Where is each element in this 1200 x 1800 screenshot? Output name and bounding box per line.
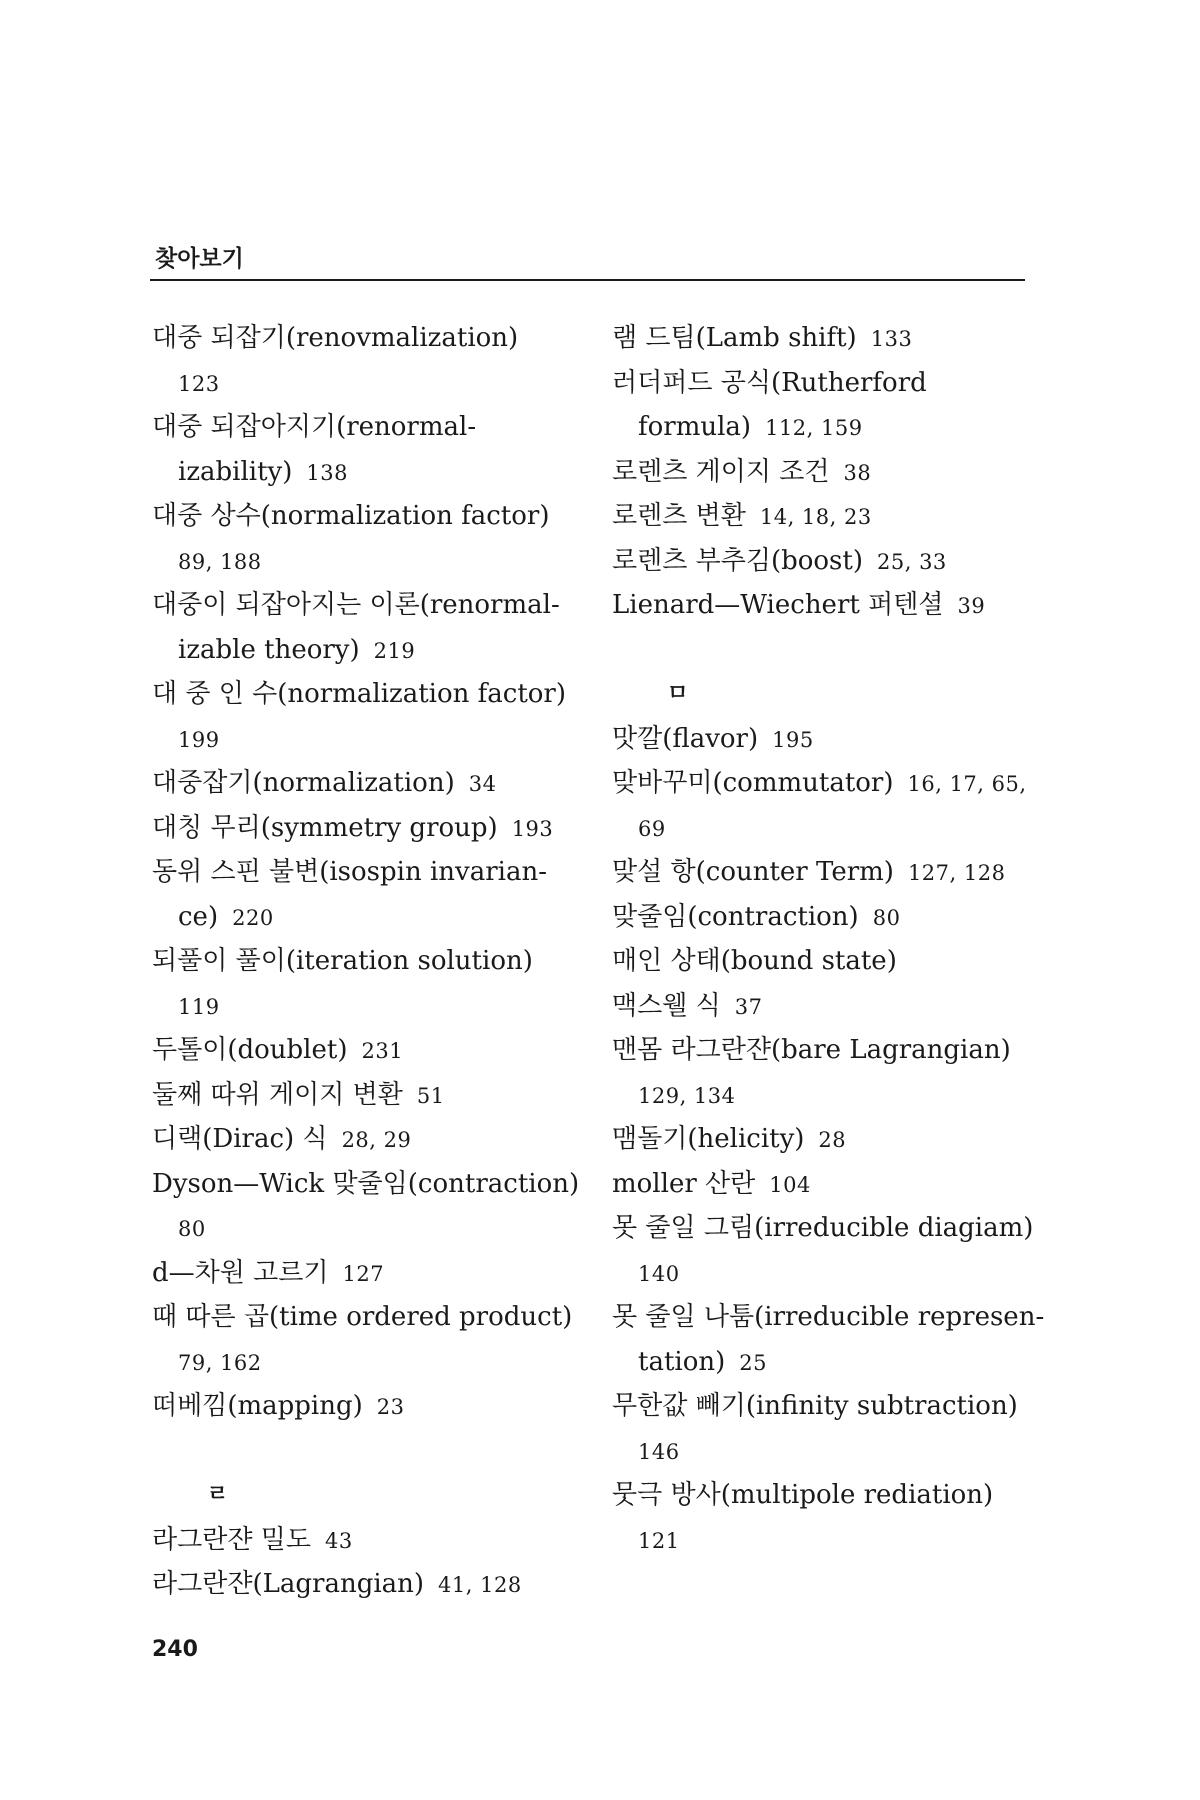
entry-term: d—차원 고르기 [152,1257,329,1288]
index-page-refs [612,1073,1052,1118]
index-column-left [152,316,592,1607]
index-entry [152,494,592,539]
entry-term: 대중잡기(normalization) [152,768,455,798]
index-entry [152,1251,592,1296]
index-entry [612,450,1052,495]
page-refs: 195 [772,727,814,752]
page-refs: 80 [872,905,901,930]
index-entry-continuation [152,895,592,940]
entry-term: 대중 상수(normalization factor) [152,501,550,531]
index-entry [152,316,592,361]
index-entry [612,1117,1052,1162]
index-entry [612,1028,1052,1073]
page-refs: 127 [342,1261,385,1286]
entry-term: 맨몸 라그란쟌(bare Lagrangian) [612,1035,1011,1065]
page-refs: 25 [739,1350,767,1375]
entry-term: 라그란쟌 밀도 [152,1524,311,1555]
index-entry [612,539,1052,584]
section-letter-heading: ㄹ [207,1482,229,1507]
index-entry [612,984,1052,1029]
entry-term: Lienard—Wiechert 퍼텐셜 [612,590,944,620]
page-refs: 23 [376,1395,405,1419]
index-page-refs [152,1206,592,1251]
entry-term: 맞줄임(contraction) [612,901,859,932]
blank-line [612,628,1052,673]
index-entry [612,1206,1052,1251]
entry-term: izable theory) [178,634,360,665]
index-entry [152,939,592,984]
index-entry [612,850,1052,895]
entry-term: 로렌츠 부추김(boost) [612,545,863,576]
index-page-refs [612,1251,1052,1296]
index-entry [612,1162,1052,1207]
entry-term: 라그란쟌(Lagrangian) [152,1569,425,1599]
entry-term: 맛깔(flavor) [612,723,759,754]
index-entry [612,717,1052,762]
entry-term: 못 줄일 그림(irreducible diagiam) [612,1213,1034,1243]
page-refs: 138 [306,460,348,485]
entry-term: moller 산란 [612,1168,756,1199]
page-refs: 231 [361,1039,404,1063]
entry-term: 로렌츠 게이지 조건 [612,456,830,487]
entry-term: 두톨이(doublet) [152,1035,348,1065]
entry-term: 맥스웰 식 [612,990,721,1021]
index-entry [152,1117,592,1162]
section-letter-heading: ㅁ [667,681,689,706]
index-entry [152,1518,592,1563]
index-page-refs [612,1518,1052,1563]
entry-term: 동위 스핀 불변(isospin invarian- [152,857,548,887]
index-entry [612,1295,1052,1340]
index-column-right [612,316,1052,1562]
index-entry [612,583,1052,628]
page-refs: 123 [178,371,220,396]
index-page-refs [612,806,1052,851]
index-entry [152,1295,592,1340]
index-entry [612,494,1052,539]
entry-term: Dyson—Wick 맞줄임(contraction) [152,1168,580,1199]
index-entry-continuation [612,405,1052,450]
page-refs: 41, 128 [438,1573,522,1597]
page-refs: 28 [818,1128,847,1152]
entry-term: 대중 되잡아지기(renormal- [152,412,477,442]
page-refs: 119 [178,994,220,1019]
entry-term: 대 중 인 수(normalization factor) [152,679,567,709]
entry-term: 램 드팀(Lamb shift) [612,323,857,353]
index-entry [612,361,1052,406]
page-refs: 146 [638,1439,680,1464]
page-refs: 193 [511,816,554,841]
index-entry-continuation [152,628,592,673]
entry-term: 떠베낌(mapping) [152,1391,363,1421]
page-refs: 38 [843,460,872,485]
index-entry [152,761,592,806]
index-entry [612,316,1052,361]
entry-term: 맞설 항(counter Term) [612,857,894,887]
entry-term: ce) [178,901,219,932]
index-page-refs [152,717,592,762]
entry-term: 맞바꾸미(commutator) [612,768,894,798]
index-entry [152,1384,592,1429]
page-refs: 220 [232,905,274,930]
entry-term: izability) [178,456,293,487]
page-refs: 129, 134 [638,1083,736,1108]
page-refs: 79, 162 [178,1350,262,1375]
entry-term: tation) [638,1346,726,1377]
index-entry [152,672,592,717]
blank-line [152,1429,592,1474]
index-page-refs [612,1429,1052,1474]
page-refs: 89, 188 [178,549,262,574]
entry-term: 되풀이 풀이(iteration solution) [152,946,533,976]
page-refs: 37 [734,994,763,1019]
page-refs: 43 [324,1528,353,1553]
page-refs: 51 [416,1083,445,1108]
page-refs: 14, 18, 23 [759,505,872,529]
header-rule [150,279,1025,281]
page-refs: 25, 33 [877,549,947,574]
entry-term: 로렌츠 변환 [612,501,746,531]
page-refs: 133 [870,327,913,351]
entry-term: 매인 상태(bound state) [612,946,897,976]
index-page-refs [152,539,592,584]
page-refs: 140 [638,1261,680,1286]
index-page-refs [152,1340,592,1385]
index-entry [612,939,1052,984]
page-refs: 127, 128 [907,861,1006,885]
page-refs: 69 [638,816,666,841]
index-entry [152,583,592,628]
index-entry [152,1562,592,1607]
entry-term: 맴돌기(helicity) [612,1124,805,1154]
entry-term: 디랙(Dirac) 식 [152,1124,328,1154]
entry-term: 무한값 빼기(infinity subtraction) [612,1391,1018,1421]
page-refs: 112, 159 [765,416,863,440]
running-head: 찾아보기 [155,246,244,272]
index-entry [152,405,592,450]
page-refs: 121 [638,1528,680,1553]
page-refs: 80 [178,1217,206,1241]
entry-term: 대중이 되잡아지는 이론(renormal- [152,590,560,620]
index-entry [612,1384,1052,1429]
page-refs: 34 [468,772,497,796]
page-number: 240 [152,1637,198,1662]
page-refs: 16, 17, 65, [907,772,1027,796]
page-refs: 199 [178,727,220,752]
index-entry [152,1028,592,1073]
entry-term: 못 줄일 나툼(irreducible represen- [612,1302,1045,1332]
page-refs: 219 [373,638,416,663]
index-entry-continuation [152,450,592,495]
entry-term: 대칭 무리(symmetry group) [152,812,498,843]
index-entry [152,806,592,851]
index-page-refs [152,984,592,1029]
entry-term: 둘째 따위 게이지 변환 [152,1079,403,1110]
entry-term: 때 따른 곱(time ordered product) [152,1302,573,1332]
page-refs: 28, 29 [341,1128,412,1152]
entry-term: 러더퍼드 공식(Rutherford [612,367,927,398]
entry-term: 대중 되잡기(renovmalization) [152,323,519,353]
index-entry [612,895,1052,940]
index-entry-continuation [612,1340,1052,1385]
page-refs: 104 [769,1172,811,1197]
entry-term: 뭇극 방사(multipole rediation) [612,1480,994,1510]
entry-term: formula) [638,412,752,442]
index-entry [152,850,592,895]
index-page-refs [152,361,592,406]
page-refs: 39 [957,594,986,618]
index-entry [612,761,1052,806]
index-entry [612,1473,1052,1518]
index-entry [152,1162,592,1207]
index-entry [152,1073,592,1118]
